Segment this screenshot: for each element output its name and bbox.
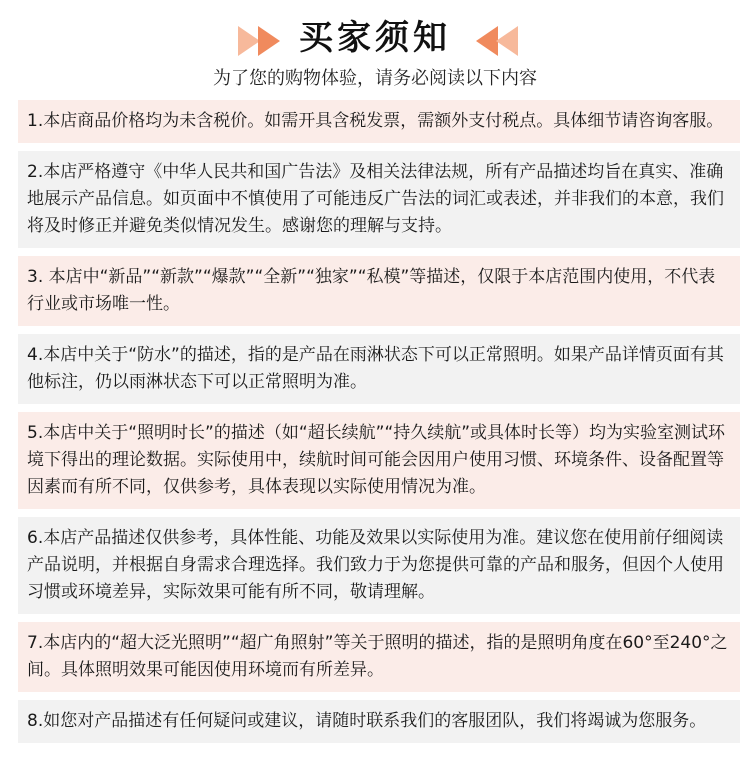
notice-item-8: 8.如您对产品描述有任何疑问或建议，请随时联系我们的客服团队，我们将竭诚为您服务。 (18, 700, 740, 743)
notice-list (18, 100, 740, 751)
notice-item-4: 4.本店中关于“防水”的描述，指的是产品在雨淋状态下可以正常照明。如果产品详情页面有其他标注，仍以雨淋状态下可以正常照明为准。 (18, 334, 740, 404)
notice-item-6: 6.本店产品描述仅供参考，具体性能、功能及效果以实际使用为准。建议您在使用前仔细阅读产品说明，并根据自身需求合理选择。我们致力于为您提供可靠的产品和服务，但因个人使用习惯或环境差异，实际效果可能有所不同，敬请理解。 (18, 517, 740, 614)
header (0, 14, 750, 66)
notice-item-5: 5.本店中关于“照明时长”的描述（如“超长续航”“持久续航”或具体时长等）均为实验室测试环境下得出的理论数据。实际使用中，续航时间可能会因用户使用习惯、环境条件、设备配置等因素而有所不同，仅供参考，具体表现以实际使用情况为准。 (18, 412, 740, 509)
left-arrows-icon (462, 24, 522, 58)
notice-item-7: 7.本店内的“超大泛光照明”“超广角照射”等关于照明的描述，指的是照明角度在60°至240°之间。具体照明效果可能因使用环境而有所差异。 (18, 622, 740, 692)
notice-item-2: 2.本店严格遵守《中华人民共和国广告法》及相关法律法规，所有产品描述均旨在真实、准确地展示产品信息。如页面中不慎使用了可能违反广告法的词汇或表述，并非我们的本意，我们将及时修正并避免类似情况发生。感谢您的理解与支持。 (18, 151, 740, 248)
page-title: 买家须知 (299, 18, 451, 58)
notice-item-3: 3. 本店中“新品”“新款”“爆款”“全新”“独家”“私模”等描述，仅限于本店范围内使用，不代表行业或市场唯一性。 (18, 256, 740, 326)
page-subtitle: 为了您的购物体验，请务必阅读以下内容 (213, 68, 537, 89)
notice-item-1: 1.本店商品价格均为未含税价。如需开具含税发票，需额外支付税点。具体细节请咨询客服。 (18, 100, 740, 143)
